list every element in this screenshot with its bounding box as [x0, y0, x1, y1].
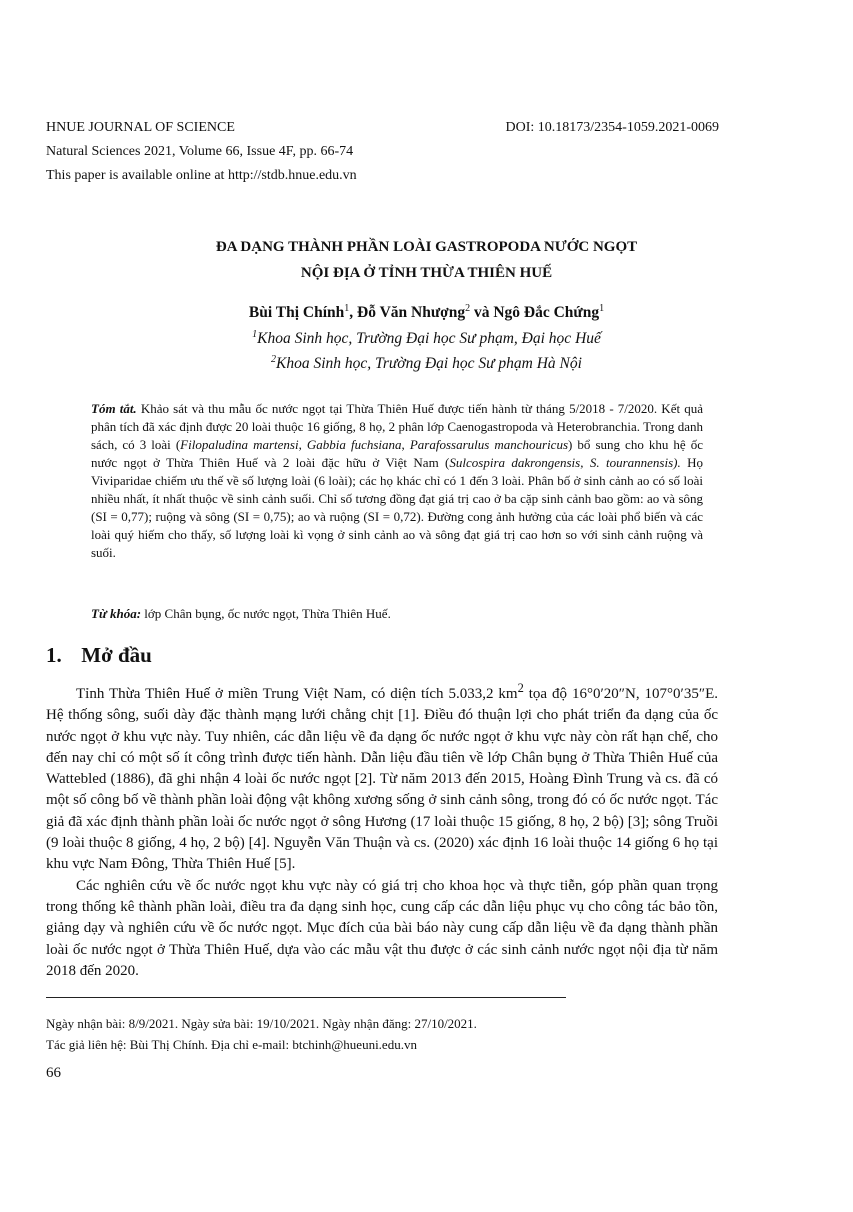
author-affiliation-mark: 2 — [465, 303, 471, 314]
author-affiliation-mark: 1 — [599, 303, 605, 314]
abstract-label: Tóm tắt. — [91, 401, 137, 416]
footnote-divider — [46, 997, 566, 998]
journal-name: HNUE JOURNAL OF SCIENCE — [46, 120, 235, 135]
species-name: Sulcospira dakrongensis, S. tourannensis). — [449, 455, 681, 470]
journal-online: This paper is available online at http://stdb.hnue.edu.vn — [46, 168, 357, 183]
section-number: 1. — [46, 643, 62, 667]
author-name: Bùi Thị Chính — [248, 304, 345, 322]
journal-header — [46, 116, 357, 188]
affiliation: $^2$Khoa Sinh học, Trường Đại học Sư phạm Hà Nội — [271, 354, 582, 373]
keywords-text: lớp Chân bụng, ốc nước ngọt, Thừa Thiên Huế. — [141, 606, 391, 621]
paper-title — [0, 234, 853, 286]
author-list: Bùi Thị Chính$^1$, Đỗ Văn Nhượng$^2$ và Ngô Đắc Chứng$^1$ — [248, 303, 605, 322]
section-heading — [46, 641, 152, 669]
abstract-text: Tóm tắt. Khảo sát và thu mẫu ốc nước ngọt tại Thừa Thiên Huế được tiến hành từ tháng 5/2018 - 7/2020. Kết quả phân tích đã xác định được 20 loài thuộc 16 giống, 8 họ, 2 phân lớp Caenogastropoda và Heterobranchia. Trong danh sách, có 3 loài (Filopaludina martensi, Gabbia fuchsiana, Parafossarulus manchouricus) bổ sung cho khu hệ ốc nước ngọt ở Thừa Thiên Huế và 2 loài đặc hữu ở Việt Nam (Sulcospira dakrongensis, S. tourannensis). Họ Viviparidae chiếm ưu thế về số lượng loài (6 loài); các họ khác chỉ có 1 đến 3 loài. Phân bố ở sinh cảnh ao có số loài nhiều nhất, ít nhất thuộc về sinh cảnh suối. Chỉ số tương đồng đạt giá trị cao ở ba cặp sinh cảnh bao gồm: ao và sông (SI = 0,77); ruộng và sông (SI = 0,75); ao và ruộng (SI = 0,72). Đường cong ảnh hưởng của các loài phổ biến và các loài quý hiếm cho thấy, số lượng loài kì vọng ở sinh cảnh ao và sông đạt giá trị cao hơn so với sinh cảnh ruộng và suối. — [91, 401, 704, 560]
section-title: Mở đầu — [81, 643, 152, 667]
author-conjunction: và — [473, 304, 490, 322]
paragraph: Các nghiên cứu về ốc nước ngọt khu vực này có giá trị cho khoa học và thực tiễn, góp phần quan trọng trong thống kê thành phần loài, điều tra đa dạng sinh học, cung cấp các dẫn liệu phục vụ cho công tác bảo tồn, giảng dạy và nghiên cứu về ốc nước ngọt. Mục đích của bài báo này cung cấp dẫn liệu về đa dạng thành phần loài ốc nước ngọt ở Thừa Thiên Huế, dựa vào các mẫu vật thu được ở các sinh cảnh nước ngọt nội địa từ năm 2018 đến 2020. — [46, 877, 718, 979]
paragraph: Tỉnh Thừa Thiên Huế ở miền Trung Việt Nam, có diện tích 5.033,2 $km^2$ tọa độ 16°0′20″N, 107°0′35″E. Hệ thống sông, suối dày đặc thành mạng lưới chằng chịt [1]. Điều đó thuận lợi cho phát triển đa dạng của ốc nước ngọt ở khu vực này. Tuy nhiên, các dẫn liệu về đa dạng ốc nước ngọt ở khu vực này còn rất hạn chế, cho đến nay chỉ có một số ít công trình được tiến hành. Dẫn liệu đầu tiên về lớp Chân bụng ở Thừa Thiên Huế của Wattebled (1886), đã ghi nhận 4 loài ốc nước ngọt [2]. Từ năm 2013 đến 2015, Hoàng Đình Trung và cs. đã có một số công bố về thành phần loài động vật không xương sống ở sinh cảnh sông, trong đó có ốc nước ngọt. Tác giả đã xác định thành phần loài ốc nước ngọt ở sông Hương (17 loài thuộc 15 giống, 8 họ, 2 bộ) [3]; sông Truồi (9 loài thuộc 8 giống, 4 họ, 2 bộ) [4]. Nguyễn Văn Thuận và cs. (2020) xác định 16 loài thuộc 14 giống 6 họ tại khu vực Nam Đông, Thừa Thiên Huế [5]. — [46, 681, 718, 873]
author-affiliation-mark: 1 — [344, 303, 350, 314]
abstract — [91, 400, 703, 562]
affiliation: $^1$Khoa Sinh học, Trường Đại học Sư phạm, Đại học Huế — [252, 329, 601, 348]
species-name: Gabbia fuchsiana — [306, 437, 402, 452]
footnote-contact: Tác giả liên hệ: Bùi Thị Chính. Địa chỉ e-mail: btchinh@hueuni.edu.vn — [46, 1037, 417, 1052]
species-name: Parafossarulus manchouricus — [409, 437, 569, 452]
author-name: Ngô Đắc Chứng — [493, 304, 600, 322]
title-line-2: NỘI ĐỊA Ở TỈNH THỪA THIÊN HUẾ — [300, 265, 553, 281]
title-line-1: ĐA DẠNG THÀNH PHẦN LOÀI GASTROPODA NƯỚC NGỌT — [215, 239, 638, 255]
journal-volume: Natural Sciences 2021, Volume 66, Issue 4F, pp. 66-74 — [46, 144, 354, 159]
page-number: 66 — [46, 1065, 61, 1081]
keywords-label: Từ khóa: — [91, 606, 142, 621]
footnotes — [46, 1013, 477, 1055]
species-name: Filopaludina martensi — [180, 437, 299, 452]
doi: DOI: 10.18173/2354-1059.2021-0069 — [505, 120, 719, 135]
footnote-dates: Ngày nhận bài: 8/9/2021. Ngày sửa bài: 19/10/2021. Ngày nhận đăng: 27/10/2021. — [46, 1016, 477, 1031]
author-name: Đỗ Văn Nhượng — [357, 304, 466, 322]
keywords — [91, 605, 391, 623]
body-text — [46, 678, 718, 982]
